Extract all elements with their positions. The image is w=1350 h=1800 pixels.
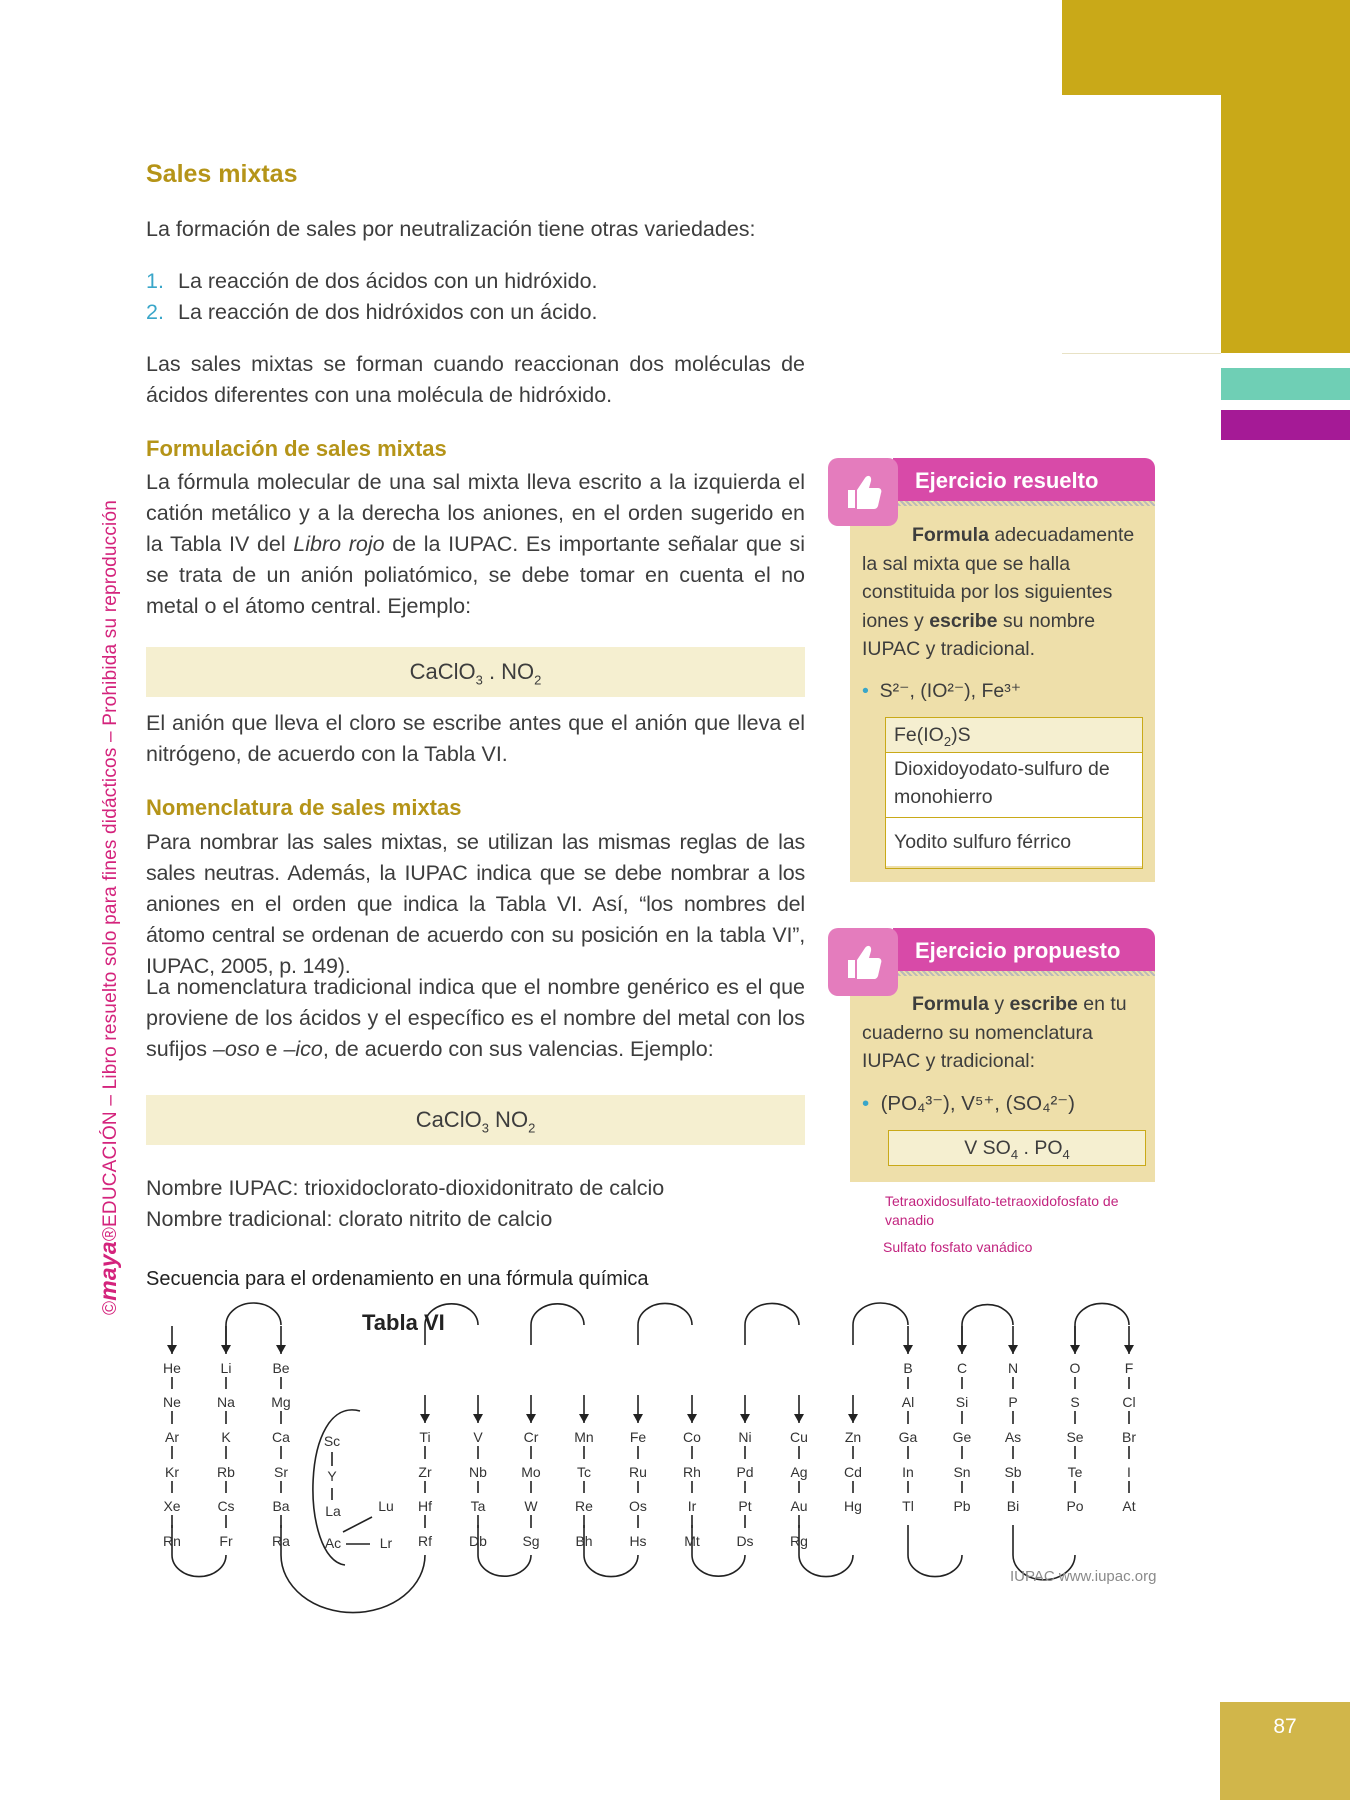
iupac-credit: IUPAC www.iupac.org: [1010, 1568, 1157, 1585]
page-number: 87: [1220, 1702, 1350, 1800]
formula-part: . NO: [482, 659, 535, 684]
element-rh: Rh: [683, 1464, 701, 1480]
element-ca: Ca: [272, 1429, 290, 1445]
formula-subscript: 2: [528, 1120, 536, 1136]
element-si: Si: [955, 1394, 969, 1410]
element-cr: Cr: [523, 1429, 539, 1445]
arrow-down-icon: [420, 1414, 430, 1423]
formula-bold: Formula: [912, 993, 989, 1015]
formulacion-heading: Formulación de sales mixtas: [146, 436, 447, 461]
bullet-icon: •: [862, 680, 869, 702]
element-fr: Fr: [219, 1533, 233, 1549]
formulacion-text-1: La fórmula molecular de una sal mixta lleva escrito a la izquierda el catión metálico y a la derecha los aniones, en el orden sugerido en la Tabla IV del: [146, 470, 805, 556]
element-c: C: [956, 1360, 968, 1376]
element-sn: Sn: [953, 1464, 971, 1480]
list-number: 1.: [146, 269, 164, 293]
formula-subscript: 2: [534, 672, 542, 688]
answer-part: . PO: [1018, 1137, 1063, 1159]
element-tc: Tc: [577, 1464, 591, 1480]
arch-connector: [962, 1305, 1013, 1345]
element-ds: Ds: [736, 1533, 754, 1549]
trad-text: La nomenclatura tradicional indica que el nombre genérico es el que proviene de los ácidos y el específico es el nombre del metal con los sufijos: [146, 975, 805, 1061]
element-nb: Nb: [469, 1464, 487, 1480]
escribe-bold: escribe: [929, 609, 998, 632]
escribe-bold: escribe: [1009, 993, 1078, 1015]
element-hs: Hs: [629, 1533, 647, 1549]
formula-part: CaClO: [409, 659, 476, 684]
arrow-down-icon: [473, 1414, 483, 1423]
element-ar: Ar: [165, 1429, 179, 1445]
u-connector: [908, 1525, 962, 1577]
ions-list: (PO₄³⁻), V⁵⁺, (SO₄²⁻): [880, 1092, 1075, 1115]
instruction-text: adecuadamente la sal mixta que se halla constituida por los siguientes iones y: [862, 524, 1135, 632]
element-ne: Ne: [163, 1394, 181, 1410]
element-ge: Ge: [952, 1429, 972, 1445]
element-al: Al: [901, 1394, 915, 1410]
nombre-iupac: Nombre IUPAC: trioxidoclorato-dioxidonitrato de calcio: [146, 1176, 665, 1200]
element-sg: Sg: [522, 1533, 540, 1549]
element-li: Li: [220, 1360, 232, 1376]
anion-paragraph: El anión que lleva el cloro se escribe antes que el anión que lleva el nitrógeno, de acuerdo con la Tabla VI.: [146, 711, 805, 766]
nombre-tradicional: Nombre tradicional: clorato nitrito de calcio: [146, 1207, 553, 1231]
arrow-down-icon: [167, 1345, 177, 1354]
element-fe: Fe: [629, 1429, 647, 1445]
answer-subscript: 4: [1010, 1146, 1019, 1162]
element-kr: Kr: [165, 1464, 179, 1480]
element-hg: Hg: [844, 1498, 862, 1514]
u-connector: [281, 1525, 425, 1613]
element-br: Br: [1122, 1429, 1136, 1445]
arrow-down-icon: [221, 1345, 231, 1354]
element-mg: Mg: [271, 1394, 291, 1410]
element-in: In: [902, 1464, 914, 1480]
handwritten-iupac-answer: Tetraoxidosulfato-tetraoxidofosfato de vanadio: [885, 1193, 1119, 1228]
arrow-down-icon: [903, 1345, 913, 1354]
registered-symbol: ®: [100, 1226, 121, 1242]
arrow-down-icon: [276, 1345, 286, 1354]
arrow-down-icon: [1070, 1345, 1080, 1354]
arrow-down-icon: [633, 1414, 643, 1423]
libro-rojo-italic: Libro rojo: [293, 532, 385, 556]
element-ba: Ba: [272, 1498, 290, 1514]
element-p: P: [1008, 1394, 1018, 1410]
element-db: Db: [469, 1533, 487, 1549]
element-la: La: [325, 1503, 341, 1519]
element-s: S: [1070, 1394, 1080, 1410]
copyright-symbol: ©: [100, 1300, 121, 1315]
answer-formula: Fe(IO: [894, 724, 944, 746]
suffix-ico: –ico: [283, 1037, 323, 1061]
element-f: F: [1124, 1360, 1134, 1376]
element-co: Co: [683, 1429, 701, 1445]
diagram-caption: Secuencia para el ordenamiento en una fórmula química: [146, 1268, 649, 1290]
trad-text: , de acuerdo con sus valencias. Ejemplo:: [322, 1037, 714, 1061]
element-sr: Sr: [274, 1464, 288, 1480]
list-number: 2.: [146, 300, 164, 324]
element-pd: Pd: [736, 1464, 754, 1480]
element-as: As: [1004, 1429, 1022, 1445]
arch-connector: [1075, 1303, 1129, 1345]
answer-subscript: 4: [1062, 1146, 1070, 1162]
arrow-down-icon: [687, 1414, 697, 1423]
element-ru: Ru: [629, 1464, 647, 1480]
arch-connector: [853, 1303, 908, 1345]
ejercicio-resuelto-title: Ejercicio resuelto: [915, 468, 1099, 493]
element-rf: Rf: [418, 1533, 432, 1549]
element-rg: Rg: [790, 1533, 808, 1549]
element-tl: Tl: [902, 1498, 914, 1514]
element-ni: Ni: [738, 1429, 752, 1445]
element-i: I: [1127, 1464, 1131, 1480]
element-te: Te: [1067, 1464, 1083, 1480]
ejercicio-propuesto-title: Ejercicio propuesto: [915, 938, 1121, 963]
arrow-down-icon: [848, 1414, 858, 1423]
suffix-oso: –oso: [212, 1037, 260, 1061]
element-lu: Lu: [378, 1498, 394, 1514]
element-be: Be: [272, 1360, 290, 1376]
section-title: Sales mixtas: [146, 160, 298, 188]
formula-part: CaClO: [415, 1107, 482, 1132]
element-o: O: [1069, 1360, 1081, 1376]
nomenclatura-paragraph: Para nombrar las sales mixtas, se utilizan las mismas reglas de las sales neutras. Además, la IUPAC indica que se debe nombrar a los aniones en el orden que indica la Tabla VI. Así, “los nombres del átomo central se ordenan de acuerdo con su posición en la tabla VI”, IUPAC, 2005, p. 149).: [146, 830, 805, 978]
arrow-down-icon: [579, 1414, 589, 1423]
formation-paragraph: Las sales mixtas se forman cuando reaccionan dos moléculas de ácidos diferentes con una molécula de hidróxido.: [146, 352, 805, 407]
element-ta: Ta: [470, 1498, 486, 1514]
element-sb: Sb: [1004, 1464, 1022, 1480]
element-bh: Bh: [575, 1533, 593, 1549]
arrow-down-icon: [957, 1345, 967, 1354]
formulacion-text-2: de la IUPAC. Es importante señalar que si se trata de un anión poliatómico, se debe tomar en cuenta el no metal o el átomo central. Ejemplo:: [146, 532, 805, 618]
instruction-text: en tu cuaderno su nomenclatura IUPAC y tradicional:: [862, 993, 1127, 1072]
brand-logo: maya: [95, 1241, 121, 1301]
answer-part: V SO: [964, 1137, 1011, 1159]
element-ti: Ti: [419, 1429, 431, 1445]
element-sc: Sc: [323, 1433, 341, 1449]
element-cd: Cd: [844, 1464, 862, 1480]
element-pt: Pt: [738, 1498, 752, 1514]
nomenclatura-heading: Nomenclatura de sales mixtas: [146, 795, 462, 820]
bullet-icon: •: [862, 1092, 870, 1115]
list-item-text: La reacción de dos ácidos con un hidróxido.: [178, 269, 598, 293]
arrow-line: [343, 1517, 372, 1532]
list-item-text: La reacción de dos hidróxidos con un ácido.: [178, 300, 598, 324]
element-ac: Ac: [324, 1535, 342, 1551]
instruction-text: su nombre IUPAC y tradicional.: [862, 609, 1096, 660]
ions-list: S²⁻, (IO²⁻), Fe³⁺: [879, 680, 1022, 702]
element-ga: Ga: [898, 1429, 918, 1445]
element-k: K: [221, 1429, 231, 1445]
element-zn: Zn: [844, 1429, 862, 1445]
answer-trad-row: Yodito sulfuro férrico: [886, 818, 1142, 866]
formula-subscript: 3: [475, 672, 483, 688]
arrow-down-icon: [526, 1414, 536, 1423]
answer-subscript: 2: [943, 733, 952, 749]
element-n: N: [1007, 1360, 1019, 1376]
arrow-down-icon: [794, 1414, 804, 1423]
element-rb: Rb: [217, 1464, 235, 1480]
element-ag: Ag: [790, 1464, 808, 1480]
element-cs: Cs: [217, 1498, 235, 1514]
element-hf: Hf: [418, 1498, 432, 1514]
element-ra: Ra: [272, 1533, 290, 1549]
formula-bold: Formula: [912, 524, 989, 546]
formula-subscript: 3: [481, 1120, 489, 1136]
element-w: W: [524, 1498, 538, 1514]
element-se: Se: [1066, 1429, 1084, 1445]
formula-part: NO: [488, 1107, 529, 1132]
element-mt: Mt: [684, 1533, 700, 1549]
element-lr: Lr: [379, 1535, 393, 1551]
arrow-down-icon: [1124, 1345, 1134, 1354]
element-mn: Mn: [574, 1429, 594, 1445]
element-na: Na: [217, 1394, 235, 1410]
arrow-down-icon: [1008, 1345, 1018, 1354]
element-zr: Zr: [418, 1464, 432, 1480]
element-y: Y: [327, 1468, 337, 1484]
handwritten-trad-answer: Sulfato fosfato vanádico: [883, 1239, 1033, 1255]
arch-connector: [425, 1304, 478, 1345]
intro-text: La formación de sales por neutralización tiene otras variedades:: [146, 217, 756, 241]
arch-connector: [638, 1303, 692, 1345]
element-mo: Mo: [521, 1464, 541, 1480]
element-cu: Cu: [790, 1429, 808, 1445]
element-v: V: [473, 1429, 483, 1445]
arrow-down-icon: [740, 1414, 750, 1423]
element-re: Re: [575, 1498, 593, 1514]
element-xe: Xe: [163, 1498, 181, 1514]
copyright-notice: EDUCACIÓN – Libro resuelto solo para fines didácticos – Prohibida su reproducción: [100, 500, 121, 1227]
element-bi: Bi: [1006, 1498, 1020, 1514]
tabla-vi-title: Tabla VI: [362, 1310, 445, 1335]
arch-connector: [531, 1304, 584, 1345]
trad-text: e: [259, 1037, 284, 1061]
element-pb: Pb: [953, 1498, 971, 1514]
arch-connector: [745, 1303, 799, 1345]
arch-connector: [226, 1303, 281, 1345]
element-at: At: [1122, 1498, 1136, 1514]
element-rn: Rn: [163, 1533, 181, 1549]
element-au: Au: [790, 1498, 808, 1514]
element-cl: Cl: [1122, 1394, 1136, 1410]
element-os: Os: [629, 1498, 647, 1514]
answer-formula: )S: [951, 724, 971, 746]
element-po: Po: [1066, 1498, 1084, 1514]
instruction-text: y: [988, 993, 1010, 1015]
element-b: B: [903, 1360, 913, 1376]
answer-iupac-row: Dioxidoyodato-sulfuro de monohierro: [886, 753, 1142, 818]
element-he: He: [163, 1360, 181, 1376]
element-ir: Ir: [687, 1498, 697, 1514]
